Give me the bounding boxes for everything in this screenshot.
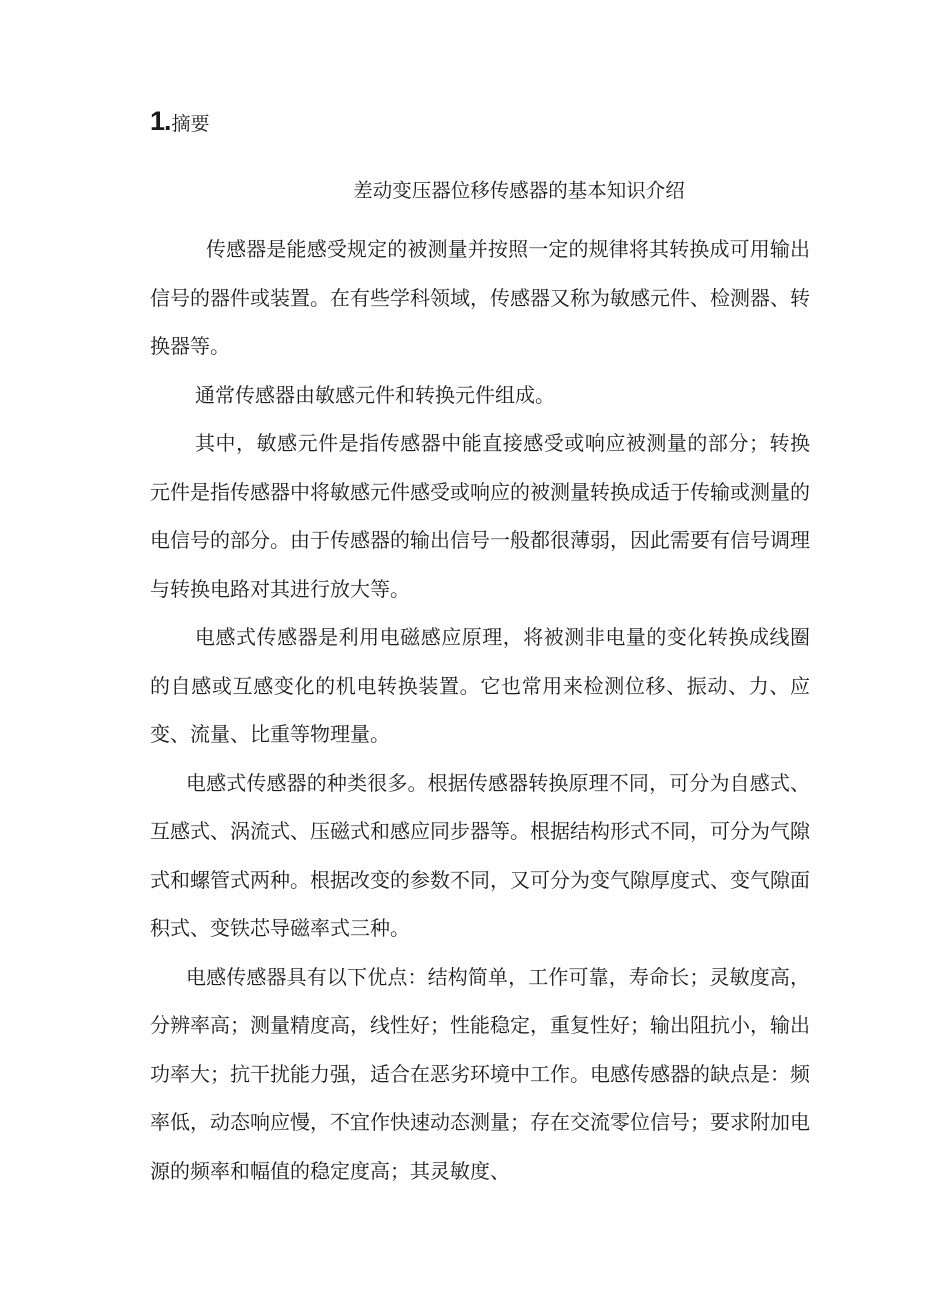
paragraph-pros-cons: 电感传感器具有以下优点：结构简单，工作可靠，寿命长；灵敏度高，分辨率高；测量精度高，线性好；性能稳定，重复性好；输出阻抗小，输出功率大；抗干扰能力强，适合在恶劣环境中工作。电感传感器的缺点是：频率低，动态响应慢，不宜作快速动态测量；存在交流零位信号；要求附加电源的频率和幅值的稳定度高；其灵敏度、	[150, 964, 810, 1183]
paragraph-sensor-composition: 通常传感器由敏感元件和转换元件组成。	[195, 382, 555, 407]
paragraph-element-roles: 其中，敏感元件是指传感器中能直接感受或响应被测量的部分；转换元件是指传感器中将敏感元件感受或响应的被测量转换成适于传输或测量的电信号的部分。由于传感器的输出信号一般都很薄弱，因此需要有信号调理与转换电路对其进行放大等。	[150, 431, 810, 601]
paragraph-inductive-types: 电感式传感器的种类很多。根据传感器转换原理不同，可分为自感式、互感式、涡流式、压磁式和感应同步器等。根据结构形式不同，可分为气隙式和螺管式两种。根据改变的参数不同，又可分为变气隙厚度式、变气隙面积式、变铁芯导磁率式三种。	[150, 770, 810, 940]
document-title: 差动变压器位移传感器的基本知识介绍	[353, 179, 685, 202]
section-heading	[150, 106, 210, 137]
section-number: 1.	[150, 106, 171, 136]
paragraph-inductive-principle: 电感式传感器是利用电磁感应原理，将被测非电量的变化转换成线圈的自感或互感变化的机电转换装置。它也常用来检测位移、振动、力、应变、流量、比重等物理量。	[150, 625, 810, 746]
section-title: 摘要	[171, 113, 210, 135]
paragraph-sensor-definition: 传感器是能感受规定的被测量并按照一定的规律将其转换成可用输出信号的器件或装置。在有些学科领域，传感器又称为敏感元件、检测器、转换器等。	[150, 237, 810, 358]
document-body	[150, 225, 810, 1195]
